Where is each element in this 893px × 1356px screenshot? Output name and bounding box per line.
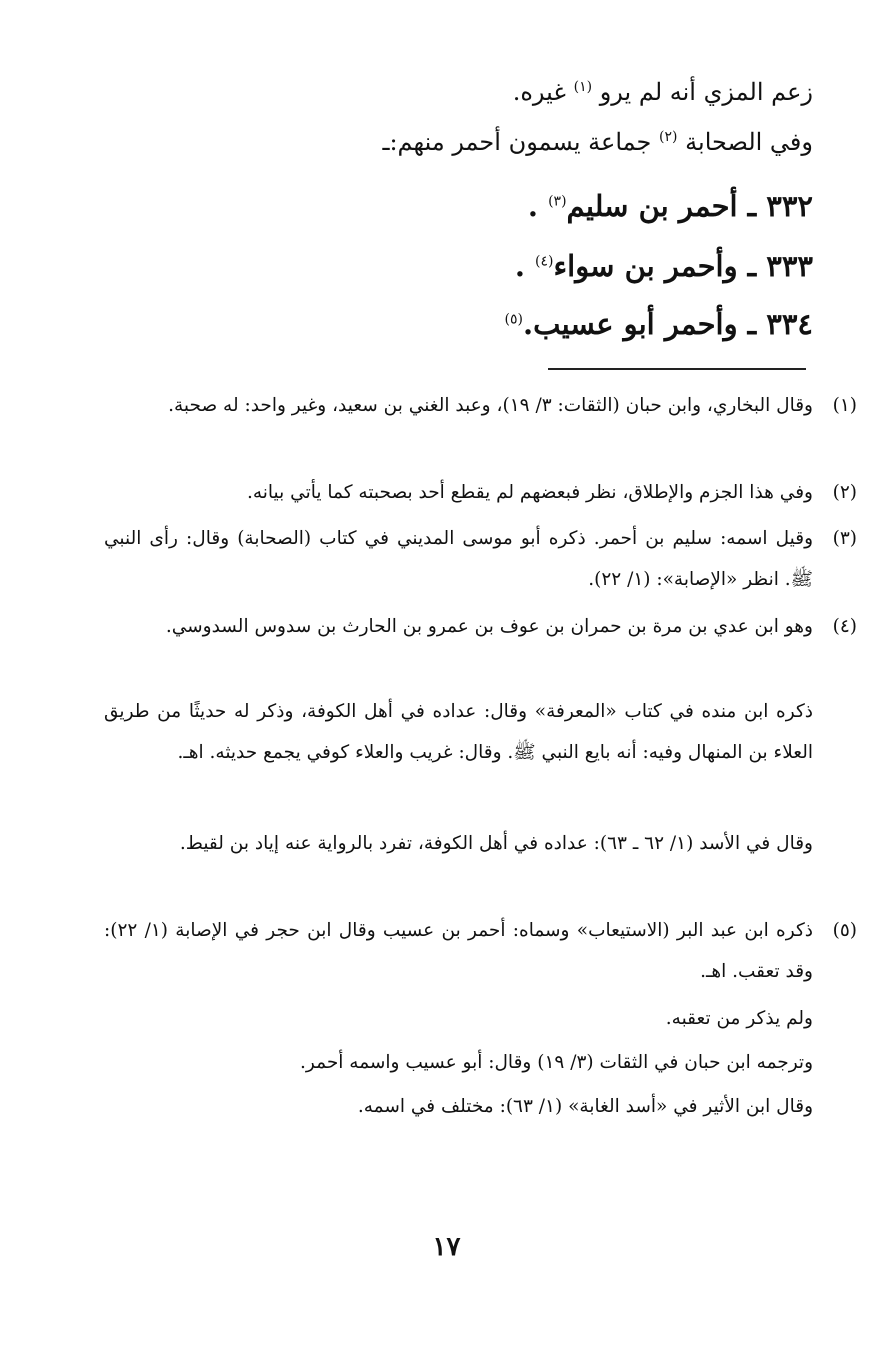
footnote-4 [104, 606, 857, 647]
footnote-2-number: (٢) [832, 482, 857, 503]
entry-334 [60, 304, 813, 344]
main-line-2 [60, 125, 813, 159]
entry-333-title: ٣٣٣ ـ وأحمر بن سواء [553, 249, 813, 283]
footnote-3-number: (٣) [832, 528, 857, 549]
entry-332 [60, 186, 813, 226]
footnote-ref-3: (٣) [548, 193, 567, 210]
footnote-5-number: (٥) [832, 920, 857, 941]
footnote-4-paragraph-3: وقال في الأسد (١/ ٦٢ ـ ٦٣): عداده في أهل الكوفة، تفرد بالرواية عنه إياد بن لقيط. [179, 833, 813, 854]
footnote-5-paragraph-2: ولم يذكر من تعقبه. [665, 1008, 813, 1029]
footnote-ref-2: (٢) [659, 129, 678, 145]
footnote-5-text: ذكره ابن عبد البر (الاستيعاب» وسماه: أحمر بن عسيب وقال ابن حجر في الإصابة (١/ ٢٢): وقد تعقب. اهـ. [104, 920, 813, 982]
footnote-2-text: وفي هذا الجزم والإطلاق، نظر فبعضهم لم يقطع أحد بصحبته كما يأتي بيانه. [246, 482, 813, 503]
footnote-2 [104, 472, 857, 513]
entry-332-tail: . [527, 189, 538, 223]
page-number: ١٧ [432, 1232, 461, 1262]
entry-333-tail: . [514, 249, 525, 283]
footnote-5 [104, 910, 857, 992]
entry-332-title: ٣٣٢ ـ أحمر بن سليم [566, 189, 813, 223]
footnote-separator [548, 368, 806, 370]
footnote-1-number: (١) [832, 395, 857, 416]
entry-334-title: ٣٣٤ ـ وأحمر أبو عسيب. [523, 307, 813, 341]
footnote-ref-1: (١) [573, 79, 593, 95]
footnote-1-text: وقال البخاري، وابن حبان (الثقات: ٣/ ١٩)، وعبد الغني بن سعيد، وغير واحد: له صحبة. [168, 395, 813, 416]
entry-333 [60, 246, 813, 286]
footnote-4-paragraph-2: ذكره ابن منده في كتاب «المعرفة» وقال: عداده في أهل الكوفة، وذكر له حديثًا من طريق العلاء بن المنهال وفيه: أنه بايع النبي ﷺ. وقال: غريب والعلاء كوفي يجمع حديثه. اهـ. [104, 701, 813, 763]
footnote-1 [104, 385, 857, 426]
footnote-ref-4: (٤) [535, 253, 554, 270]
footnote-5-paragraph-3: وترجمه ابن حبان في الثقات (٣/ ١٩) وقال: أبو عسيب واسمه أحمر. [300, 1052, 813, 1073]
main-line-2-tail: جماعة يسمون أحمر منهم:ـ [382, 128, 652, 156]
footnote-4-number: (٤) [832, 616, 857, 637]
main-line-1 [60, 75, 813, 109]
footnote-4-text: وهو ابن عدي بن مرة بن حمران بن عوف بن عمرو بن الحارث بن سدوس السدوسي. [165, 616, 813, 637]
main-line-2-text: وفي الصحابة [685, 128, 813, 156]
footnote-3-text: وقيل اسمه: سليم بن أحمر. ذكره أبو موسى المديني في كتاب (الصحابة) وقال: رأى النبي ﷺ. انظر «الإصابة»: (١/ ٢٢). [104, 528, 813, 590]
footnote-3 [104, 518, 857, 600]
main-line-1-tail: غيره. [512, 78, 566, 106]
main-line-1-text: زعم المزي أنه لم يرو [599, 78, 813, 106]
footnote-5-paragraph-4: وقال ابن الأثير في «أسد الغابة» (١/ ٦٣): مختلف في اسمه. [357, 1096, 813, 1117]
footnote-ref-5: (٥) [504, 311, 524, 328]
